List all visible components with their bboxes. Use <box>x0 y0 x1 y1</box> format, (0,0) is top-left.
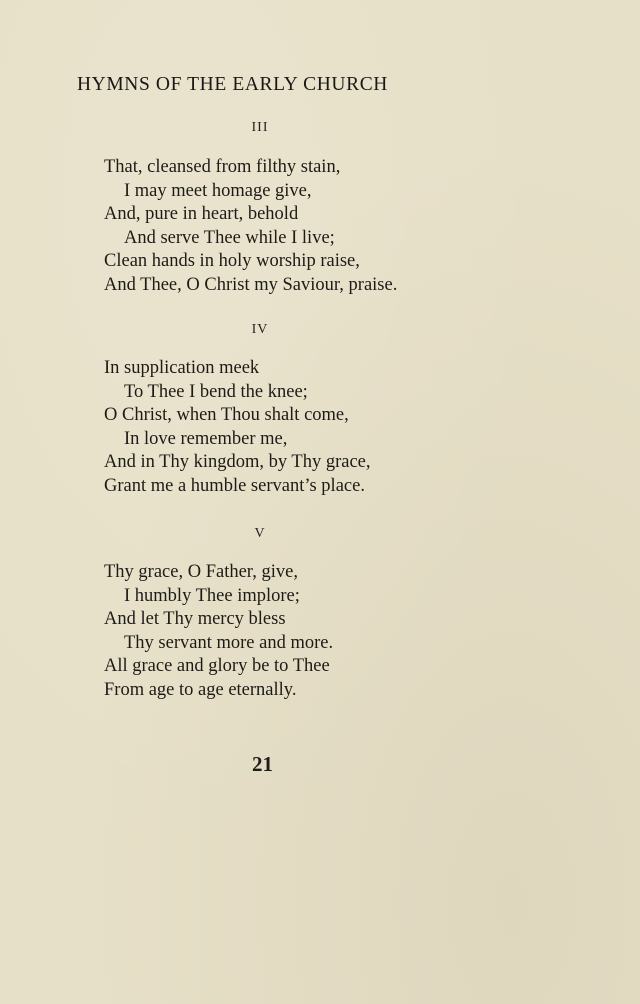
verse-line: I may meet homage give, <box>124 180 312 201</box>
running-head: HYMNS OF THE EARLY CHURCH <box>77 74 388 95</box>
verse-line: From age to age eternally. <box>104 679 297 700</box>
stanza-v <box>104 561 333 703</box>
verse-line: In love remember me, <box>124 428 288 449</box>
verse-line: And let Thy mercy bless <box>104 609 286 630</box>
verse-line: Thy servant more and more. <box>124 632 334 653</box>
verse-line: I humbly Thee implore; <box>124 585 300 606</box>
stanza-number: III <box>251 120 269 135</box>
verse-line: And serve Thee while I live; <box>124 227 335 248</box>
stanza-number: V <box>254 526 266 541</box>
verse-line: That, cleansed from filthy stain, <box>104 157 341 177</box>
verse-line: To Thee I bend the knee; <box>124 381 308 402</box>
verse-line: And, pure in heart, behold <box>104 204 299 225</box>
verse-line: Grant me a humble servant’s place. <box>104 475 365 496</box>
stanza-iv <box>104 357 371 499</box>
verse-line: O Christ, when Thou shalt come, <box>104 405 349 426</box>
stanza-number: IV <box>251 322 269 337</box>
verse-line: And Thee, O Christ my Saviour, praise. <box>104 274 398 295</box>
verse-line: In supplication meek <box>104 358 260 378</box>
verse-line: And in Thy kingdom, by Thy grace, <box>104 452 371 473</box>
verse-line: Thy grace, O Father, give, <box>104 562 298 582</box>
stanza-iii <box>104 156 397 298</box>
page-number: 21 <box>252 752 273 776</box>
verse-line: All grace and glory be to Thee <box>104 656 330 677</box>
verse-line: Clean hands in holy worship raise, <box>104 251 360 272</box>
